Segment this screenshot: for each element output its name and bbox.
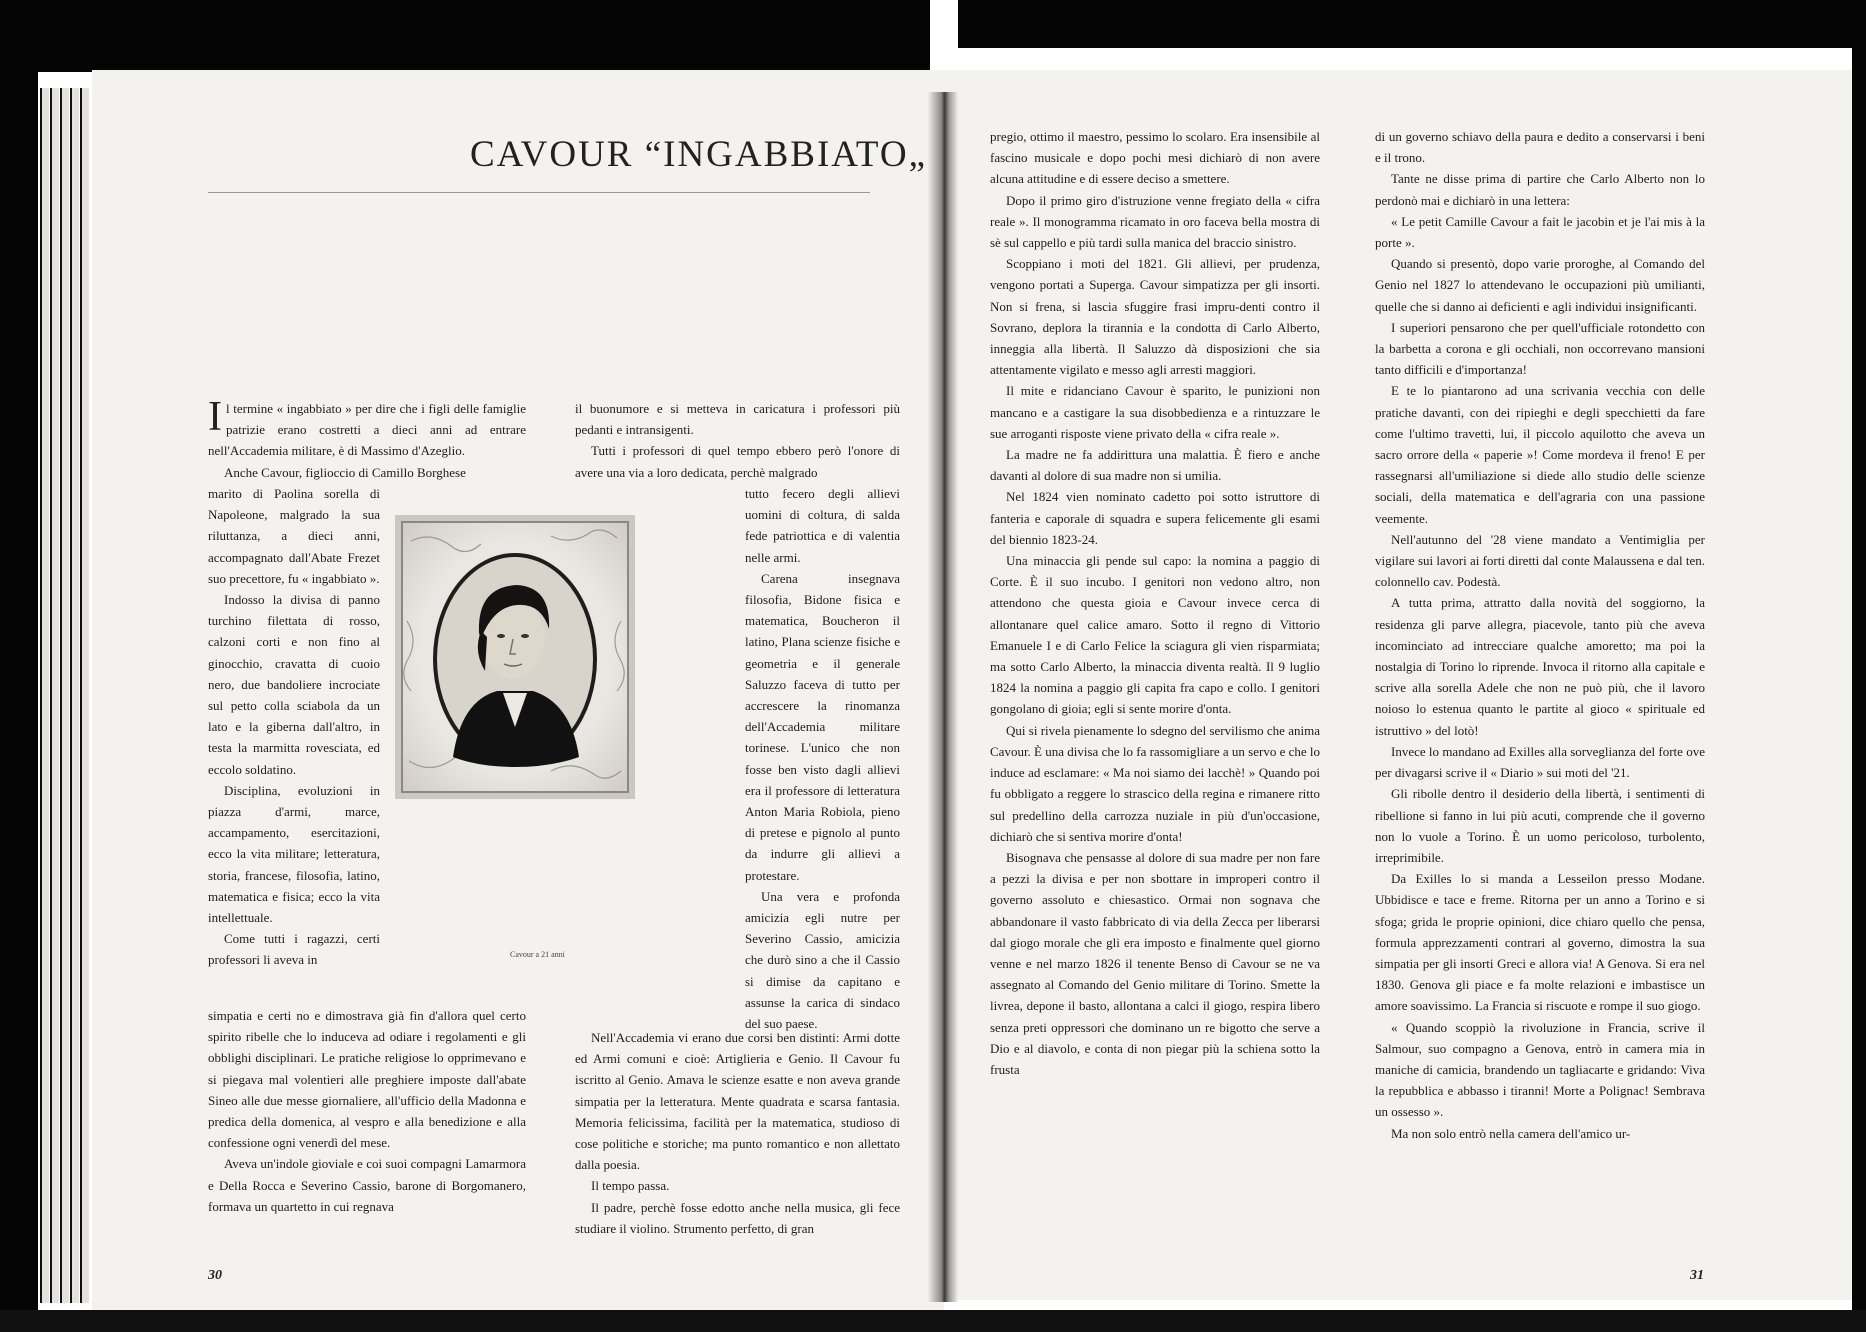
- scan-border-right: [1852, 0, 1866, 1332]
- paragraph: l termine « ingabbiato » per dire che i figli delle famiglie patrizie erano costretti a dieci anni ad entrare nell'Accademia militare, è di Massimo d'Azeglio.: [208, 401, 526, 459]
- paragraph: Anche Cavour, figlioccio di Camillo Borghese: [224, 464, 466, 480]
- column-b-narrow: [745, 483, 900, 1034]
- paragraph: Nel 1824 vien nominato cadetto poi sotto istruttore di fanteria e caporale di squadra e supera felicemente gli esami del biennio 1823-24.: [990, 489, 1320, 547]
- scan-border-bottom: [0, 1310, 1866, 1332]
- paragraph: « Le petit Camille Cavour a fait le jacobin et je l'ai mis à la porte ».: [1375, 213, 1705, 251]
- paragraph: Come tutti i ragazzi, certi professori li aveva in: [208, 931, 380, 968]
- page-edge: [50, 88, 59, 1303]
- paragraph: Ma non solo entrò nella camera dell'amico ur-: [1391, 1125, 1631, 1141]
- paragraph: di un governo schiavo della paura e dedito a conservarsi i beni e il trono.: [1375, 129, 1705, 166]
- column-a-top: [208, 394, 526, 483]
- paragraph: tutto fecero degli allievi uomini di coltura, di salda fede patriottica e di valentia nelle armi.: [745, 486, 900, 565]
- title-rule: [208, 192, 870, 193]
- paragraph: A tutta prima, attratto dalla novità del soggiorno, la residenza gli parve allegra, piacevole, tanto più che aveva incominciato ad intrecciare qualche amoretto; ma poi la nostalgia di Torino lo riprende. Invoca il ritorno alla capitale e scrive alla sorella Adele che non ne può più, che il lavoro noioso lo estenua quanto le partite al gioco « spirituale ed istruttivo » del lotò!: [1375, 595, 1705, 738]
- paragraph: Disciplina, evoluzioni in piazza d'armi, marce, accampamento, esercitazioni, ecco la vita militare; letteratura, storia, francese, filosofia, latino, matematica e fisica; ecco la vita intellettuale.: [208, 782, 380, 926]
- paragraph: Aveva un'indole gioviale e coi suoi compagni Lamarmora e Della Rocca e Severino Cassio, barone di Borgomanero, formava un quartetto in cui regnava: [208, 1156, 526, 1214]
- paragraph: Gli ribolle dentro il desiderio della libertà, i sentimenti di ribellione si fanno in lui più acuti, comprende che il governo non lo vuole a Torino. È un uomo pericoloso, turbolento, irreprimibile.: [1375, 786, 1705, 865]
- paragraph: Quando si presentò, dopo varie proroghe, al Comando del Genio nel 1827 lo attendevano le occupazioni più umilianti, quelle che si danno ai deficienti e agli individui insignificanti.: [1375, 256, 1705, 314]
- drop-cap: I: [208, 394, 222, 440]
- page-edge: [70, 88, 79, 1303]
- paragraph: Il padre, perchè fosse edotto anche nella musica, gli fece studiare il violino. Strumento perfetto, di gran: [575, 1199, 900, 1236]
- scan-border-left: [0, 0, 38, 1332]
- paragraph: « Quando scoppiò la rivoluzione in Francia, scrive il Salmour, suo compagno a Genova, entrò in camera mia in maniche di camicia, brandendo un tagliacarte e gridando: Viva la repubblica e abbasso i tiranni! Morte a Polignac! Sembrava un ossesso ».: [1375, 1019, 1705, 1120]
- book-spine: [928, 92, 958, 1302]
- scan-border-top-left: [0, 0, 930, 72]
- page-edge: [40, 88, 49, 1303]
- paragraph: marito di Paolina sorella di Napoleone, malgrado la sua riluttanza, a dieci anni, accompagnato dall'Abate Frezet suo precettore, fu « ingabbiato ».: [208, 486, 380, 586]
- column-b-bottom: [575, 1027, 900, 1239]
- paragraph: Dopo il primo giro d'istruzione venne fregiato della « cifra reale ». Il monogramma ricamato in oro faceva bella mostra di sè sul cappello e più tardi sulla manica del braccio sinistro.: [990, 192, 1320, 251]
- column-b-top: [575, 398, 900, 483]
- paragraph: Bisognava che pensasse al dolore di sua madre per non fare a pezzi la divisa e per non sbottare in improperi contro il governo assoluto e chiesastico. Ormai non sognava che abbandonare il vasto fabbricato di via della Zecca per liberarsi dal giogo morale che gli era imposto e finalmente quel giorno venne e nel marzo 1826 il tenente Benso di Cavour se ne va assegnato al Comando del Genio militare di Torino. Smette la livrea, depone il basto, allontana a calci il giogo, respira libero senza preti oppressori che dominano un re bigotto che serve a Dio e al diavolo, e conta di non piegar più la schiena sotto la frusta: [990, 849, 1320, 1077]
- paragraph: Tante ne disse prima di partire che Carlo Alberto non lo perdonò mai e dichiarò in una lettera:: [1375, 171, 1705, 208]
- page-number-right: 31: [1690, 1268, 1704, 1283]
- paragraph: Nell'autunno del '28 viene mandato a Ventimiglia per vigilare sui lavori ai forti diretti dal conte Malaussena e dal ten. colonnello cav. Podestà.: [1375, 531, 1705, 590]
- paragraph: Carena insegnava filosofia, Bidone fisica e matematica, Boucheron il latino, Plana scienze fisiche e geometria e il generale Saluzzo faceva di tutto per accrescere la rinomanza dell'Accademia militare torinese. L'unico che non fosse ben visto dagli allievi era il professore di letteratura Anton Maria Robiola, pieno di pretese e pignolo al punto da indurre gli allievi a protestare.: [745, 570, 900, 883]
- article-title: CAVOUR “INGABBIATO„: [470, 134, 927, 175]
- page-edge: [60, 88, 69, 1303]
- column-a-bottom: [208, 1005, 526, 1217]
- page-number-left: 30: [208, 1268, 222, 1283]
- portrait-drawing: [401, 521, 629, 793]
- paragraph: La madre ne fa addirittura una malattia. È fiero e anche davanti al dolore di sua madre non si umilia.: [990, 447, 1320, 484]
- paragraph: Il mite e ridanciano Cavour è sparito, le punizioni non mancano e a castigare la sua disobbedienza e a rintuzzare le sue arroganti risposte viene privato della « cifra reale ».: [990, 383, 1320, 441]
- column-a-narrow: [208, 483, 380, 971]
- paragraph: Una vera e profonda amicizia egli nutre per Severino Cassio, amicizia che durò sino a che il Cassio si dimise da capitano e assunse la carica di sindaco del suo paese.: [745, 888, 900, 1032]
- column-c: [990, 126, 1320, 1080]
- paragraph: Una minaccia gli pende sul capo: la nomina a paggio di Corte. È il suo incubo. I genitori non vedono altro, non attendono che questa gioia e Cavour invece cerca di allontanare quel calice amaro. Sotto il regno di Vittorio Emanuele I e di Carlo Felice la sciagura gli vien risparmiata; ma sotto Carlo Alberto, la minaccia diventa realtà. Il 9 luglio 1824 la nomina a paggio gli capita fra capo e collo. I genitori gongolano di gioia; egli si sente morire d'onta.: [990, 553, 1320, 717]
- scan-border-top-right: [958, 0, 1866, 48]
- paragraph: simpatia e certi no e dimostrava già fin d'allora quel certo spirito ribelle che lo induceva ad odiare i regolamenti e gli obblighi disciplinari. Le pratiche religiose lo opprimevano e si piegava mal volentieri alle preghiere imposte dall'abate Sineo alle due messe giornaliere, all'ufficio della Madonna e predica della domenica, al vespro e alla benedizione e alla confessione ogni venerdì del mese.: [208, 1008, 526, 1151]
- paragraph: Tutti i professori di quel tempo ebbero però l'onore di avere una via a loro dedicata, perchè malgrado: [575, 443, 900, 480]
- paragraph: Invece lo mandano ad Exilles alla sorveglianza del forte ove per divagarsi scrive il « Diario » sui moti del '21.: [1375, 743, 1705, 781]
- paragraph: Scoppiano i moti del 1821. Gli allievi, per prudenza, vengono portati a Superga. Cavour simpatizza per gli insorti. Non si frena, si lascia sfuggire frasi impru-denti contro il Sovrano, deplora la tirannia e la condotta di Carlo Alberto, inneggia alla libertà. Il Saluzzo dà disposizioni che sia attentamente vigilato e messo agli arresti maggiori.: [990, 256, 1320, 378]
- paragraph: il buonumore e si metteva in caricatura i professori più pedanti e intransigenti.: [575, 401, 900, 438]
- paragraph: I superiori pensarono che per quell'ufficiale rotondetto con la barbetta a corona e gli occhiali, non occorrevano mansioni tanto difficili e d'importanza!: [1375, 319, 1705, 378]
- paragraph: Nell'Accademia vi erano due corsi ben distinti: Armi dotte ed Armi comuni e cioè: Artiglieria e Genio. Il Cavour fu iscritto al Genio. Amava le scienze esatte e non aveva grande simpatia per la letteratura. Mente quadrata e scarsa fantasia. Memoria felicissima, facilità per la matematica, studioso di cose politiche e storiche; ma punto romantico e non allettato dalla poesia.: [575, 1030, 900, 1173]
- paragraph: Il tempo passa.: [591, 1178, 670, 1194]
- paragraph: pregio, ottimo il maestro, pessimo lo scolaro. Era insensibile al fascino musicale e dopo pochi mesi dichiarò di non avere alcuna attitudine e di essere deciso a smettere.: [990, 129, 1320, 187]
- paragraph: Qui si rivela pienamente lo sdegno del servilismo che anima Cavour. È una divisa che lo fa rassomigliare a un servo e che lo induce ad esclamare: « Ma noi siamo dei lacchè! » Quando poi fu obbligato a reggere lo strascico della regina e rimanere ritto sul predellino della carrozza nuziale in più d'un'occasione, dichiarò che si sentiva morire d'onta!: [990, 722, 1320, 844]
- cavour-portrait: [395, 515, 635, 799]
- paragraph: Indosso la divisa di panno turchino filettata di rosso, calzoni corti e non fino al ginocchio, cravatta di cuoio nero, due bandoliere incrociate sul petto colla sciabola da un lato e la giberna dall'altro, in testa la marmitta rovesciata, ed eccolo soldatino.: [208, 592, 380, 777]
- page-edge: [80, 88, 89, 1303]
- column-d: [1375, 126, 1705, 1144]
- paragraph: E te lo piantarono ad una scrivania vecchia con delle pratiche davanti, con dei ripieghi e degli specchietti da fare come l'ultimo travetti, lui, il piccolo aquilotto che aveva un sacro orrore della « paperie »! Come mordeva il freno! E per rassegnarsi all'umiliazione si diede allo studio delle scienze sociali, della matematica e dell'agraria con una passione veemente.: [1375, 383, 1705, 526]
- paragraph: Da Exilles lo si manda a Lesseilon presso Modane. Ubbidisce e tace e freme. Ritorna per un anno a Torino e si sfoga; grida le proprie opinioni, dice chiaro quello che pensa, formula apprezzamenti contrari al governo, dimostra la sua simpatia per gli insorti Greci e allora via! A Genova. Si era nel 1830. Genova gli piace e fa molte relazioni e imbastisce un amore soavissimo. La Francia si riscuote e rompe il suo giogo.: [1375, 871, 1705, 1014]
- portrait-caption: Cavour a 21 anni: [510, 950, 565, 959]
